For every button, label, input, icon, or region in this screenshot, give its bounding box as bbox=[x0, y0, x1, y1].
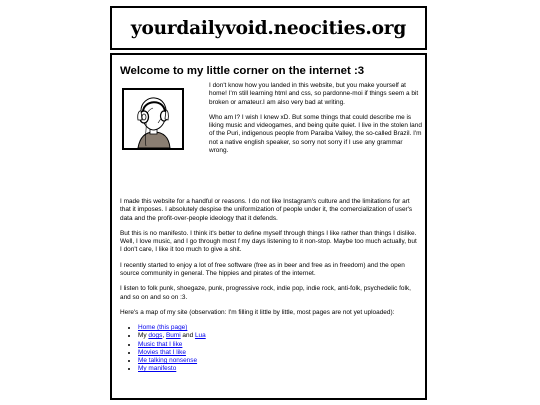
nonsense-link[interactable]: Me talking nonsense bbox=[138, 357, 198, 365]
music-link[interactable]: Music that I like bbox=[138, 340, 183, 348]
body-paragraph-3: I recently started to enjoy a lot of free software (free as in beer and free as in freedom) and the open source community in general. The hippies and pirates of the internet. bbox=[120, 261, 405, 278]
intro-paragraph-1: I don't know how you landed in this website, but you make yourself at home! I'm still learning html and css, so pardonne-moi if things seem a bit broken or amateur.I am also very bad at writing. bbox=[209, 82, 419, 106]
site-header bbox=[110, 6, 427, 50]
lua-link[interactable]: Lua bbox=[194, 332, 206, 340]
main-content bbox=[110, 53, 427, 400]
list-item bbox=[138, 365, 417, 373]
and-label: and bbox=[182, 332, 194, 340]
my-label: My bbox=[138, 332, 147, 340]
body-text bbox=[120, 198, 417, 317]
intro-paragraph-2: Who am I? I wish I knew xD. But some things that could describe me is liking music and videogames, and being quite quiet. I live in the stolen land of the Puri, indigenous people from Paraíba Valley, the so-called Brazil. I'm not a native english speaker, so sorry not sorry if I use any grammar wrong. bbox=[209, 113, 422, 155]
site-title: yourdailyvoid.neocities.org bbox=[130, 17, 407, 39]
list-item bbox=[138, 341, 417, 349]
intro-section bbox=[120, 82, 422, 198]
dogs-link[interactable]: dogs bbox=[148, 332, 163, 340]
body-paragraph-2: But this is no manifesto. I think it's better to define myself through things I like rather than things I dislike. Well, I love music, and I go through most f my days listening to it non-stop. Maybe too much actually, but I don't care, I like it too much to give a shit. bbox=[120, 229, 417, 254]
list-item bbox=[138, 332, 417, 340]
body-paragraph-4: I listen to folk punk, shoegaze, punk, progressive rock, indie pop, indie rock, anti-folk, psychedelic folk, and so on and so on :3. bbox=[120, 285, 411, 301]
page-title: Welcome to my little corner on the internet :3 bbox=[120, 65, 365, 77]
list-item bbox=[138, 324, 417, 332]
site-map-list bbox=[138, 324, 417, 373]
home-link[interactable]: Home (this page) bbox=[138, 324, 188, 332]
bumi-link[interactable]: Bumi bbox=[165, 332, 181, 340]
movies-link[interactable]: Movies that I like bbox=[138, 348, 186, 356]
comma-separator: , bbox=[162, 332, 165, 340]
body-paragraph-1: I made this website for a handful or reasons. I do not like Instagram's culture and the limitations for art that it imposes. I absolutely despise the uniformization of people under it, the comercialization of user's data and the profit-over-people ideology that it defends. bbox=[120, 198, 413, 222]
list-item bbox=[138, 357, 417, 365]
avatar bbox=[122, 88, 184, 150]
list-item bbox=[138, 349, 417, 357]
body-paragraph-5: Here's a map of my site (observation: I'm filling it little by little, most pages are not yet uploaded): bbox=[120, 308, 395, 316]
intro-text bbox=[209, 82, 423, 162]
headphones-person-drawing-icon bbox=[124, 90, 182, 148]
manifesto-link[interactable]: My manifesto bbox=[138, 365, 177, 373]
